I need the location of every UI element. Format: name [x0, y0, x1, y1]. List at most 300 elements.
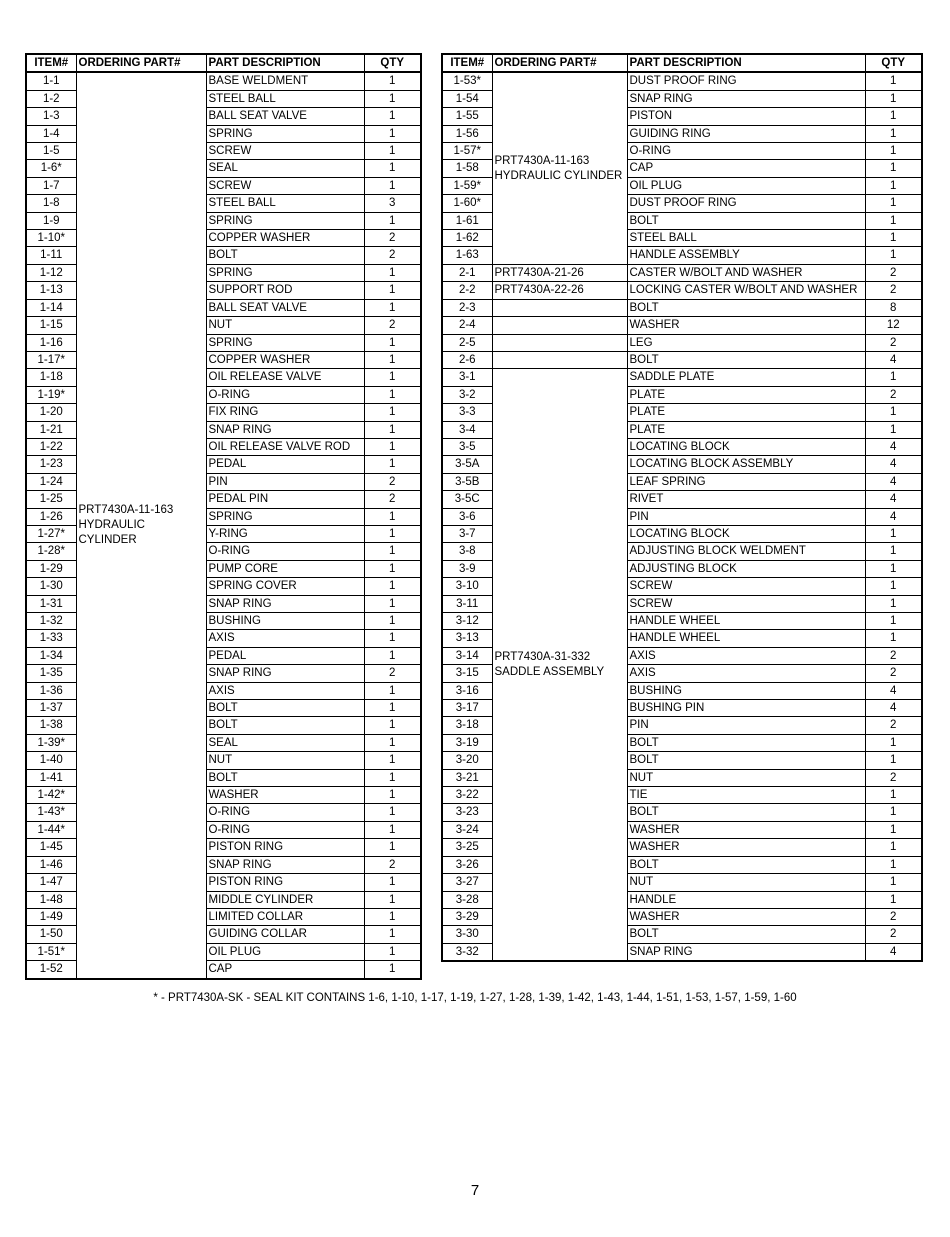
part-description: SCREW — [627, 595, 865, 612]
item-number: 1-54 — [442, 90, 492, 107]
item-number: 1-56 — [442, 125, 492, 142]
seal-kit-footnote: * - PRT7430A-SK - SEAL KIT CONTAINS 1-6, 1-10, 1-17, 1-19, 1-27, 1-28, 1-39, 1-42, 1-43, 1-44, 1-51, 1-53, 1-57, 1-59, 1-60 — [153, 992, 797, 1004]
header-part-description: PART DESCRIPTION — [206, 54, 364, 72]
quantity: 1 — [865, 787, 922, 804]
part-description: SUPPORT ROD — [206, 282, 364, 299]
quantity: 2 — [865, 282, 922, 299]
quantity: 1 — [364, 212, 421, 229]
quantity: 1 — [364, 630, 421, 647]
quantity: 4 — [865, 943, 922, 961]
item-number: 1-1 — [26, 72, 76, 90]
quantity: 1 — [364, 177, 421, 194]
item-number: 1-14 — [26, 299, 76, 316]
quantity: 4 — [865, 438, 922, 455]
page-number: 7 — [470, 1182, 480, 1199]
ordering-part-number: PRT7430A-21-26 — [492, 264, 627, 281]
part-description: DUST PROOF RING — [627, 195, 865, 212]
item-number: 3-15 — [442, 665, 492, 682]
table-row — [442, 282, 922, 299]
item-number: 1-4 — [26, 125, 76, 142]
part-description: MIDDLE CYLINDER — [206, 891, 364, 908]
part-description: NUT — [206, 317, 364, 334]
part-description: LOCATING BLOCK ASSEMBLY — [627, 456, 865, 473]
quantity: 2 — [364, 317, 421, 334]
item-number: 1-61 — [442, 212, 492, 229]
quantity: 2 — [865, 334, 922, 351]
quantity: 1 — [364, 108, 421, 125]
item-number: 1-30 — [26, 578, 76, 595]
quantity: 1 — [364, 143, 421, 160]
ordering-part-number: PRT7430A-31-332 SADDLE ASSEMBLY — [492, 369, 627, 961]
quantity: 1 — [865, 108, 922, 125]
quantity: 1 — [865, 734, 922, 751]
part-description: PEDAL — [206, 647, 364, 664]
quantity: 2 — [865, 769, 922, 786]
part-description: HANDLE WHEEL — [627, 613, 865, 630]
quantity: 1 — [364, 543, 421, 560]
item-number: 1-10* — [26, 230, 76, 247]
part-description: OIL PLUG — [206, 943, 364, 960]
part-description: SNAP RING — [627, 943, 865, 961]
header-item: ITEM# — [442, 54, 492, 72]
quantity: 1 — [865, 421, 922, 438]
item-number: 1-35 — [26, 665, 76, 682]
quantity: 1 — [364, 839, 421, 856]
table-row — [442, 299, 922, 316]
quantity: 4 — [865, 473, 922, 490]
quantity: 12 — [865, 317, 922, 334]
table-row — [442, 351, 922, 368]
part-description: PISTON RING — [206, 874, 364, 891]
part-description: OIL RELEASE VALVE — [206, 369, 364, 386]
part-description: PUMP CORE — [206, 560, 364, 577]
item-number: 3-22 — [442, 787, 492, 804]
item-number: 1-17* — [26, 351, 76, 368]
part-description: DUST PROOF RING — [627, 72, 865, 90]
item-number: 3-29 — [442, 908, 492, 925]
part-description: FIX RING — [206, 404, 364, 421]
quantity: 1 — [364, 647, 421, 664]
item-number: 1-47 — [26, 874, 76, 891]
part-description: GUIDING RING — [627, 125, 865, 142]
item-number: 3-5 — [442, 438, 492, 455]
part-description: AXIS — [206, 630, 364, 647]
item-number: 3-7 — [442, 525, 492, 542]
part-description: PLATE — [627, 404, 865, 421]
table-header-row — [26, 54, 421, 72]
item-number: 1-42* — [26, 787, 76, 804]
part-description: LOCKING CASTER W/BOLT AND WASHER — [627, 282, 865, 299]
quantity: 1 — [865, 630, 922, 647]
part-description: SNAP RING — [206, 421, 364, 438]
part-description: NUT — [627, 769, 865, 786]
quantity: 1 — [865, 230, 922, 247]
quantity: 1 — [364, 874, 421, 891]
quantity: 1 — [364, 943, 421, 960]
item-number: 3-3 — [442, 404, 492, 421]
item-number: 1-36 — [26, 682, 76, 699]
item-number: 1-60* — [442, 195, 492, 212]
part-description: WASHER — [627, 839, 865, 856]
item-number: 1-63 — [442, 247, 492, 264]
part-description: ADJUSTING BLOCK WELDMENT — [627, 543, 865, 560]
part-description: BOLT — [627, 734, 865, 751]
item-number: 1-57* — [442, 143, 492, 160]
quantity: 2 — [865, 264, 922, 281]
quantity: 2 — [364, 665, 421, 682]
item-number: 3-14 — [442, 647, 492, 664]
item-number: 1-62 — [442, 230, 492, 247]
item-number: 3-26 — [442, 856, 492, 873]
part-description: STEEL BALL — [206, 90, 364, 107]
part-description: COPPER WASHER — [206, 230, 364, 247]
item-number: 1-26 — [26, 508, 76, 525]
part-description: CASTER W/BOLT AND WASHER — [627, 264, 865, 281]
quantity: 1 — [364, 264, 421, 281]
quantity: 2 — [865, 908, 922, 925]
part-description: LIMITED COLLAR — [206, 908, 364, 925]
part-description: NUT — [627, 874, 865, 891]
part-description: CAP — [627, 160, 865, 177]
part-description: Y-RING — [206, 525, 364, 542]
quantity: 1 — [364, 334, 421, 351]
item-number: 1-52 — [26, 961, 76, 979]
header-qty: QTY — [364, 54, 421, 72]
part-description: BALL SEAT VALVE — [206, 299, 364, 316]
quantity: 1 — [865, 369, 922, 386]
part-description: O-RING — [206, 804, 364, 821]
quantity: 1 — [364, 734, 421, 751]
item-number: 1-22 — [26, 438, 76, 455]
item-number: 1-8 — [26, 195, 76, 212]
quantity: 2 — [865, 647, 922, 664]
item-number: 3-18 — [442, 717, 492, 734]
part-description: CAP — [206, 961, 364, 979]
quantity: 1 — [364, 508, 421, 525]
item-number: 2-4 — [442, 317, 492, 334]
table-body — [26, 72, 421, 978]
quantity: 2 — [364, 247, 421, 264]
part-description: BUSHING — [206, 613, 364, 630]
item-number: 1-32 — [26, 613, 76, 630]
item-number: 2-6 — [442, 351, 492, 368]
part-description: O-RING — [206, 386, 364, 403]
item-number: 3-12 — [442, 613, 492, 630]
item-number: 1-41 — [26, 769, 76, 786]
part-description: PISTON — [627, 108, 865, 125]
quantity: 1 — [364, 595, 421, 612]
item-number: 1-24 — [26, 473, 76, 490]
item-number: 3-27 — [442, 874, 492, 891]
part-description: LOCATING BLOCK — [627, 438, 865, 455]
item-number: 1-27* — [26, 525, 76, 542]
item-number: 1-18 — [26, 369, 76, 386]
ordering-part-number — [492, 334, 627, 351]
quantity: 1 — [865, 613, 922, 630]
part-description: BOLT — [627, 804, 865, 821]
part-description: NUT — [206, 752, 364, 769]
item-number: 3-24 — [442, 821, 492, 838]
item-number: 3-1 — [442, 369, 492, 386]
ordering-part-number — [492, 299, 627, 316]
item-number: 1-23 — [26, 456, 76, 473]
item-number: 1-28* — [26, 543, 76, 560]
item-number: 1-58 — [442, 160, 492, 177]
item-number: 3-5A — [442, 456, 492, 473]
part-description: TIE — [627, 787, 865, 804]
quantity: 1 — [865, 821, 922, 838]
part-description: LOCATING BLOCK — [627, 525, 865, 542]
ordering-part-number — [492, 351, 627, 368]
table-row — [442, 334, 922, 351]
item-number: 3-20 — [442, 752, 492, 769]
part-description: AXIS — [627, 647, 865, 664]
item-number: 1-34 — [26, 647, 76, 664]
item-number: 3-23 — [442, 804, 492, 821]
quantity: 1 — [364, 560, 421, 577]
item-number: 1-29 — [26, 560, 76, 577]
table-row — [442, 317, 922, 334]
item-number: 2-1 — [442, 264, 492, 281]
quantity: 1 — [364, 525, 421, 542]
item-number: 1-49 — [26, 908, 76, 925]
header-ordering-part: ORDERING PART# — [76, 54, 206, 72]
table-header-row — [442, 54, 922, 72]
quantity: 1 — [865, 404, 922, 421]
item-number: 3-21 — [442, 769, 492, 786]
quantity: 4 — [865, 491, 922, 508]
quantity: 1 — [364, 682, 421, 699]
table-row — [26, 72, 421, 90]
part-description: SPRING — [206, 334, 364, 351]
part-description: HANDLE — [627, 891, 865, 908]
part-description: COPPER WASHER — [206, 351, 364, 368]
part-description: BUSHING — [627, 682, 865, 699]
item-number: 1-2 — [26, 90, 76, 107]
part-description: BOLT — [206, 717, 364, 734]
part-description: BOLT — [627, 752, 865, 769]
item-number: 3-2 — [442, 386, 492, 403]
part-description: BOLT — [206, 700, 364, 717]
item-number: 1-3 — [26, 108, 76, 125]
quantity: 1 — [865, 90, 922, 107]
quantity: 1 — [865, 143, 922, 160]
quantity: 4 — [865, 351, 922, 368]
quantity: 2 — [865, 926, 922, 943]
part-description: SADDLE PLATE — [627, 369, 865, 386]
quantity: 1 — [865, 525, 922, 542]
item-number: 1-39* — [26, 734, 76, 751]
quantity: 1 — [364, 717, 421, 734]
item-number: 1-16 — [26, 334, 76, 351]
item-number: 1-44* — [26, 821, 76, 838]
part-description: SCREW — [627, 578, 865, 595]
quantity: 1 — [865, 247, 922, 264]
quantity: 1 — [364, 72, 421, 90]
quantity: 1 — [364, 421, 421, 438]
item-number: 1-38 — [26, 717, 76, 734]
part-description: AXIS — [627, 665, 865, 682]
item-number: 1-51* — [26, 943, 76, 960]
ordering-part-number — [492, 317, 627, 334]
part-description: GUIDING COLLAR — [206, 926, 364, 943]
part-description: WASHER — [627, 317, 865, 334]
quantity: 1 — [364, 160, 421, 177]
quantity: 1 — [364, 369, 421, 386]
quantity: 1 — [364, 769, 421, 786]
item-number: 2-5 — [442, 334, 492, 351]
part-description: RIVET — [627, 491, 865, 508]
item-number: 3-30 — [442, 926, 492, 943]
part-description: BOLT — [206, 247, 364, 264]
part-description: BOLT — [627, 351, 865, 368]
quantity: 2 — [364, 856, 421, 873]
part-description: PLATE — [627, 421, 865, 438]
quantity: 3 — [364, 195, 421, 212]
item-number: 1-6* — [26, 160, 76, 177]
part-description: BUSHING PIN — [627, 700, 865, 717]
part-description: SPRING — [206, 508, 364, 525]
header-ordering-part: ORDERING PART# — [492, 54, 627, 72]
part-description: OIL PLUG — [627, 177, 865, 194]
item-number: 3-25 — [442, 839, 492, 856]
item-number: 1-37 — [26, 700, 76, 717]
part-description: STEEL BALL — [627, 230, 865, 247]
part-description: PIN — [206, 473, 364, 490]
item-number: 1-48 — [26, 891, 76, 908]
ordering-part-number: PRT7430A-11-163 HYDRAULIC CYLINDER — [492, 72, 627, 264]
quantity: 2 — [364, 473, 421, 490]
quantity: 1 — [364, 926, 421, 943]
item-number: 3-8 — [442, 543, 492, 560]
item-number: 1-53* — [442, 72, 492, 90]
item-number: 1-21 — [26, 421, 76, 438]
item-number: 3-17 — [442, 700, 492, 717]
item-number: 1-40 — [26, 752, 76, 769]
part-description: SPRING — [206, 125, 364, 142]
part-description: BOLT — [627, 299, 865, 316]
table-row — [442, 72, 922, 90]
quantity: 1 — [364, 787, 421, 804]
quantity: 1 — [865, 874, 922, 891]
item-number: 1-9 — [26, 212, 76, 229]
quantity: 1 — [865, 804, 922, 821]
part-description: SNAP RING — [206, 856, 364, 873]
part-description: O-RING — [627, 143, 865, 160]
item-number: 3-11 — [442, 595, 492, 612]
item-number: 1-46 — [26, 856, 76, 873]
item-number: 1-19* — [26, 386, 76, 403]
item-number: 1-45 — [26, 839, 76, 856]
item-number: 3-16 — [442, 682, 492, 699]
part-description: SPRING — [206, 212, 364, 229]
header-item: ITEM# — [26, 54, 76, 72]
item-number: 3-10 — [442, 578, 492, 595]
quantity: 1 — [865, 752, 922, 769]
item-number: 1-59* — [442, 177, 492, 194]
table-row — [442, 369, 922, 386]
part-description: O-RING — [206, 821, 364, 838]
part-description: SCREW — [206, 143, 364, 160]
part-description: ADJUSTING BLOCK — [627, 560, 865, 577]
quantity: 8 — [865, 299, 922, 316]
quantity: 1 — [364, 821, 421, 838]
part-description: PLATE — [627, 386, 865, 403]
quantity: 1 — [865, 560, 922, 577]
item-number: 2-2 — [442, 282, 492, 299]
quantity: 1 — [865, 195, 922, 212]
quantity: 1 — [364, 961, 421, 979]
part-description: PIN — [627, 717, 865, 734]
part-description: WASHER — [627, 908, 865, 925]
part-description: BOLT — [627, 212, 865, 229]
quantity: 1 — [364, 752, 421, 769]
part-description: LEAF SPRING — [627, 473, 865, 490]
part-description: WASHER — [627, 821, 865, 838]
part-description: SPRING COVER — [206, 578, 364, 595]
item-number: 3-5B — [442, 473, 492, 490]
quantity: 4 — [865, 456, 922, 473]
part-description: O-RING — [206, 543, 364, 560]
part-description: BALL SEAT VALVE — [206, 108, 364, 125]
table-body — [442, 72, 922, 961]
quantity: 1 — [364, 438, 421, 455]
quantity: 1 — [364, 404, 421, 421]
quantity: 1 — [865, 856, 922, 873]
quantity: 1 — [364, 351, 421, 368]
quantity: 4 — [865, 700, 922, 717]
part-description: HANDLE ASSEMBLY — [627, 247, 865, 264]
item-number: 2-3 — [442, 299, 492, 316]
quantity: 2 — [865, 386, 922, 403]
item-number: 1-5 — [26, 143, 76, 160]
header-qty: QTY — [865, 54, 922, 72]
header-part-description: PART DESCRIPTION — [627, 54, 865, 72]
part-description: AXIS — [206, 682, 364, 699]
parts-table-right — [441, 53, 923, 962]
quantity: 1 — [364, 456, 421, 473]
item-number: 1-11 — [26, 247, 76, 264]
part-description: PISTON RING — [206, 839, 364, 856]
quantity: 1 — [865, 839, 922, 856]
quantity: 1 — [364, 125, 421, 142]
quantity: 1 — [865, 72, 922, 90]
quantity: 1 — [865, 543, 922, 560]
quantity: 1 — [364, 804, 421, 821]
part-description: HANDLE WHEEL — [627, 630, 865, 647]
quantity: 1 — [865, 160, 922, 177]
item-number: 1-55 — [442, 108, 492, 125]
part-description: BOLT — [206, 769, 364, 786]
part-description: BASE WELDMENT — [206, 72, 364, 90]
quantity: 1 — [364, 282, 421, 299]
quantity: 1 — [364, 613, 421, 630]
quantity: 1 — [865, 212, 922, 229]
item-number: 1-12 — [26, 264, 76, 281]
item-number: 3-13 — [442, 630, 492, 647]
item-number: 1-7 — [26, 177, 76, 194]
item-number: 1-13 — [26, 282, 76, 299]
quantity: 1 — [865, 891, 922, 908]
ordering-part-number: PRT7430A-22-26 — [492, 282, 627, 299]
part-description: PEDAL PIN — [206, 491, 364, 508]
part-description: PEDAL — [206, 456, 364, 473]
quantity: 1 — [865, 125, 922, 142]
part-description: LEG — [627, 334, 865, 351]
quantity: 2 — [364, 230, 421, 247]
quantity: 1 — [364, 700, 421, 717]
item-number: 3-9 — [442, 560, 492, 577]
